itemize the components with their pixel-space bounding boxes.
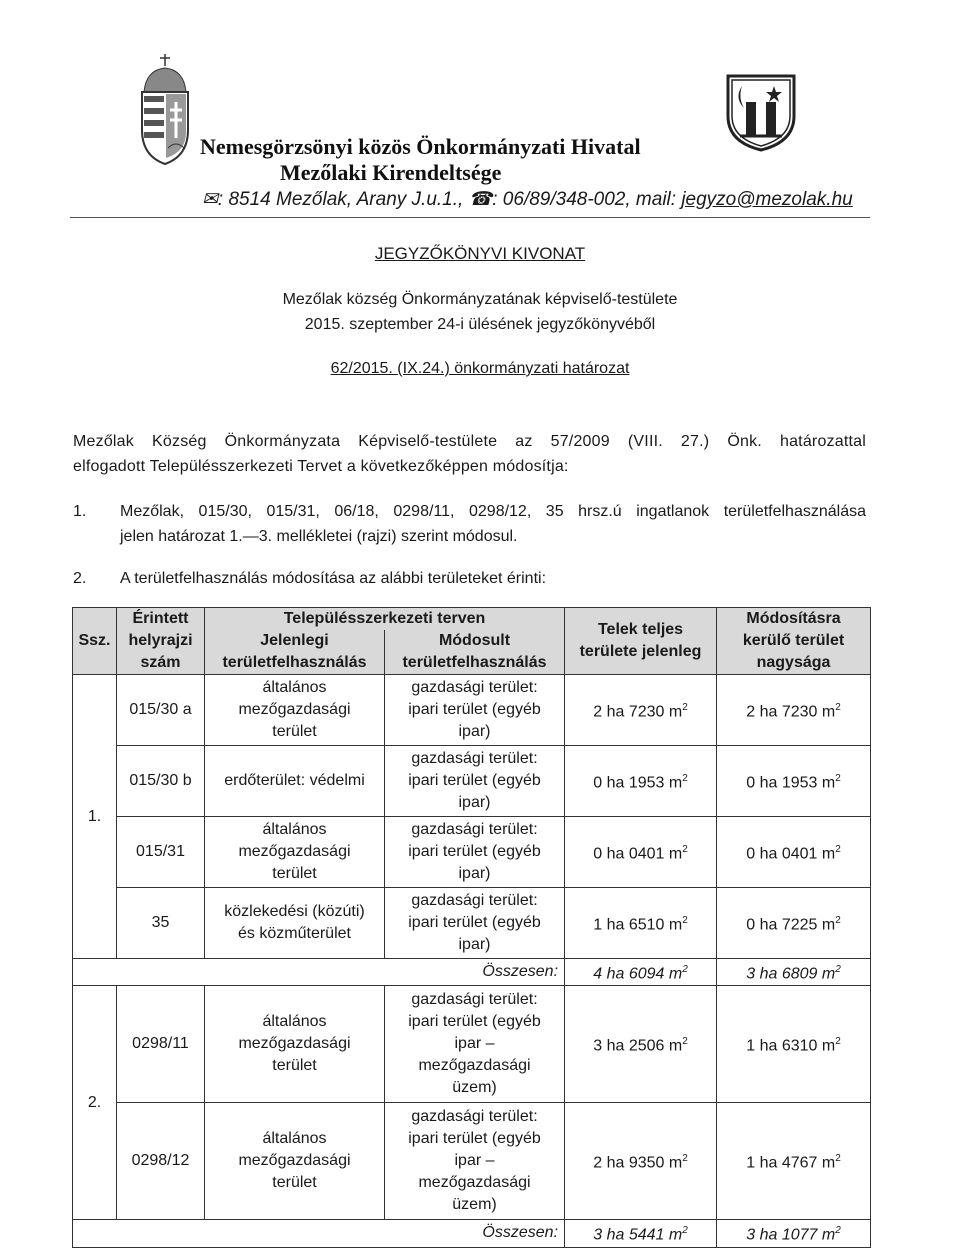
- modified-area-value: 0 ha 1953 m: [746, 774, 836, 792]
- current-land-use: [205, 675, 385, 746]
- current-land-use-line: általános: [262, 679, 327, 696]
- modified-land-use-line: ipari terület (egyéb: [408, 1130, 541, 1148]
- modified-land-use-line: mezőgazdasági: [418, 1057, 531, 1075]
- table-row: [73, 746, 871, 817]
- unit-exponent: 2: [835, 1225, 841, 1237]
- header-ssz: Ssz.: [73, 608, 117, 675]
- current-land-use: [205, 817, 385, 888]
- phone-icon: ☎: [468, 189, 493, 210]
- unit-exponent: 2: [835, 843, 841, 855]
- current-land-use-line: terület: [272, 865, 317, 882]
- modified-land-use-line: ipar): [458, 723, 491, 740]
- current-land-use-line: általános: [262, 1130, 327, 1148]
- plot-area: [565, 986, 717, 1103]
- current-land-use-line: mezőgazdasági: [238, 1152, 351, 1170]
- plot-area: [565, 746, 717, 817]
- parcel-number: 015/31: [117, 817, 205, 888]
- intro-line-2: elfogadott Településszerkezeti Tervet a következőképpen módosítja:: [73, 458, 569, 475]
- current-land-use-line: mezőgazdasági: [238, 843, 351, 860]
- intro-line-1: Mezőlak Község Önkormányzata Képviselő-testülete az 57/2009 (VIII. 27.) Önk. határozattal: [73, 433, 866, 450]
- modified-land-use-line: gazdasági terület:: [411, 991, 538, 1009]
- header-plot-area: Telek teljes területe jelenleg: [565, 608, 717, 675]
- parcel-number: 0298/12: [117, 1103, 205, 1220]
- plot-area-value: 0 ha 1953 m: [593, 774, 683, 792]
- current-land-use: [205, 1103, 385, 1220]
- header-divider: [70, 217, 870, 218]
- modified-land-use-line: ipari terület (egyéb: [408, 772, 541, 789]
- modified-land-use-line: ipari terület (egyéb: [408, 701, 541, 718]
- item-2-text: A területfelhasználás módosítása az alábbi területeket érinti:: [120, 570, 547, 587]
- modified-land-use: [385, 1103, 565, 1220]
- header-modified: Módosult: [385, 630, 565, 652]
- modified-area: [717, 986, 871, 1103]
- plot-area-value: 2 ha 7230 m: [593, 703, 683, 721]
- header-parcel: Érintett helyrajzi szám: [117, 608, 205, 675]
- header-plan-group: Településszerkezeti terven: [205, 608, 565, 631]
- modified-land-use-line: ipar): [458, 865, 491, 882]
- modified-land-use: [385, 746, 565, 817]
- contact-line: ✉: 8514 Mezőlak, Arany J.u.1., ☎: 06/89/348-002, mail: jegyzo@mezolak.hu: [202, 189, 853, 210]
- unit-exponent: 2: [835, 1153, 841, 1165]
- modified-land-use-line: ipar –: [454, 1035, 495, 1053]
- sum-modified-area: [717, 959, 871, 986]
- sum-row: [73, 959, 871, 986]
- unit-exponent: 2: [682, 1036, 688, 1048]
- unit-exponent: 2: [835, 772, 841, 784]
- modified-area-value: 1 ha 6310 m: [746, 1037, 836, 1055]
- modified-land-use: [385, 675, 565, 746]
- modified-land-use-line: gazdasági terület:: [411, 821, 538, 838]
- unit-exponent: 2: [835, 914, 841, 926]
- current-land-use-line: közlekedési (közúti): [224, 903, 365, 920]
- sum-modified-area-value: 3 ha 6809 m: [746, 965, 836, 983]
- item-1-text-cont: jelen határozat 1.—3. mellékletei (rajzi) szerint módosul.: [120, 528, 518, 545]
- unit-exponent: 2: [682, 1153, 688, 1165]
- modified-land-use-line: üzem): [452, 1079, 497, 1097]
- modified-land-use-line: gazdasági terület:: [411, 750, 538, 767]
- current-land-use-line: általános: [262, 821, 327, 838]
- parcel-number: 0298/11: [117, 986, 205, 1103]
- modified-land-use-line: gazdasági terület:: [411, 1108, 538, 1126]
- modified-area-value: 1 ha 4767 m: [746, 1154, 836, 1172]
- modified-land-use-line: ipari terület (egyéb: [408, 843, 541, 860]
- village-coat-of-arms: [722, 72, 800, 152]
- modified-area: [717, 1103, 871, 1220]
- modified-land-use-line: ipar): [458, 794, 491, 811]
- modified-area: [717, 888, 871, 959]
- unit-exponent: 2: [682, 843, 688, 855]
- modified-land-use: [385, 986, 565, 1103]
- current-land-use-line: általános: [262, 1013, 327, 1031]
- table-row: [73, 1103, 871, 1220]
- current-land-use-line: terület: [272, 723, 317, 740]
- unit-exponent: 2: [682, 701, 688, 713]
- modified-land-use-line: gazdasági terület:: [411, 679, 538, 696]
- current-land-use: [205, 986, 385, 1103]
- item-2-number: 2.: [73, 570, 87, 587]
- envelope-icon: ✉: [202, 189, 218, 210]
- unit-exponent: 2: [835, 964, 841, 975]
- plot-area-value: 3 ha 2506 m: [593, 1037, 683, 1055]
- meeting-date: 2015. szeptember 24-i ülésének jegyzőkönyvéből: [304, 316, 656, 333]
- current-land-use: [205, 746, 385, 817]
- modified-land-use-line: ipar): [458, 936, 491, 953]
- modified-area-value: 2 ha 7230 m: [746, 703, 836, 721]
- hungarian-coat-of-arms: [136, 52, 194, 167]
- body-name: Mezőlak község Önkormányzatának képviselő-testülete: [282, 291, 678, 308]
- modified-land-use-line: mezőgazdasági: [418, 1174, 531, 1192]
- unit-exponent: 2: [682, 964, 688, 975]
- modified-land-use: [385, 888, 565, 959]
- header-current-2: területfelhasználás: [205, 652, 385, 675]
- office-name: Nemesgörzsönyi közös Önkormányzati Hivatal: [200, 134, 641, 159]
- header-modified-2: területfelhasználás: [385, 652, 565, 675]
- branch-name: Mezőlaki Kirendeltsége: [280, 160, 502, 185]
- modified-land-use-line: ipari terület (egyéb: [408, 914, 541, 931]
- table-row: [73, 986, 871, 1103]
- unit-exponent: 2: [835, 1036, 841, 1048]
- current-land-use: [205, 888, 385, 959]
- header-modified-area: Módosításra kerülő terület nagysága: [717, 608, 871, 675]
- email-link[interactable]: jegyzo@mezolak.hu: [681, 189, 853, 210]
- unit-exponent: 2: [682, 772, 688, 784]
- sum-modified-area: [717, 1220, 871, 1247]
- table-row: [73, 888, 871, 959]
- current-land-use-line: mezőgazdasági: [238, 1035, 351, 1053]
- parcel-number: 35: [117, 888, 205, 959]
- modified-land-use: [385, 817, 565, 888]
- modified-area-value: 0 ha 0401 m: [746, 845, 836, 863]
- current-land-use-line: mezőgazdasági: [238, 701, 351, 718]
- plot-area: [565, 1103, 717, 1220]
- modified-area-value: 0 ha 7225 m: [746, 916, 836, 934]
- plot-area-value: 0 ha 0401 m: [593, 845, 683, 863]
- modified-land-use-line: ipari terület (egyéb: [408, 1013, 541, 1031]
- current-land-use-line: terület: [272, 1057, 317, 1075]
- modified-land-use-line: ipar –: [454, 1152, 495, 1170]
- plot-area: [565, 817, 717, 888]
- table-row: [73, 817, 871, 888]
- modified-land-use-line: gazdasági terület:: [411, 892, 538, 909]
- row-ssz: 2.: [73, 986, 117, 1220]
- plot-area-value: 2 ha 9350 m: [593, 1154, 683, 1172]
- current-land-use-line: erdőterület: védelmi: [224, 772, 365, 789]
- parcel-number: 015/30 a: [117, 675, 205, 746]
- plot-area-value: 1 ha 6510 m: [593, 916, 683, 934]
- sum-plot-area-value: 4 ha 6094 m: [593, 965, 683, 983]
- resolution-number: 62/2015. (IX.24.) önkormányzati határozat: [330, 360, 630, 377]
- document-heading: JEGYZŐKÖNYVI KIVONAT: [374, 244, 586, 263]
- sum-row: [73, 1220, 871, 1247]
- modified-area: [717, 817, 871, 888]
- item-1-number: 1.: [73, 503, 87, 520]
- plot-area: [565, 888, 717, 959]
- sum-plot-area: [565, 959, 717, 986]
- plot-area: [565, 675, 717, 746]
- sum-modified-area-value: 3 ha 1077 m: [746, 1226, 836, 1244]
- current-land-use-line: és közműterület: [238, 925, 351, 942]
- unit-exponent: 2: [835, 701, 841, 713]
- sum-label: Összesen:: [73, 959, 565, 986]
- unit-exponent: 2: [682, 914, 688, 926]
- unit-exponent: 2: [682, 1225, 688, 1237]
- item-1-text: Mezőlak, 015/30, 015/31, 06/18, 0298/11, 0298/12, 35 hrsz.ú ingatlanok területfelhasználása: [120, 503, 866, 520]
- land-use-table: [72, 607, 871, 1248]
- table-row: [73, 675, 871, 746]
- modified-land-use-line: üzem): [452, 1196, 497, 1214]
- modified-area: [717, 675, 871, 746]
- modified-area: [717, 746, 871, 817]
- header-current: Jelenlegi: [205, 630, 385, 652]
- parcel-number: 015/30 b: [117, 746, 205, 817]
- sum-label: Összesen:: [73, 1220, 565, 1247]
- current-land-use-line: terület: [272, 1174, 317, 1192]
- sum-plot-area-value: 3 ha 5441 m: [593, 1226, 683, 1244]
- row-ssz: 1.: [73, 675, 117, 959]
- sum-plot-area: [565, 1220, 717, 1247]
